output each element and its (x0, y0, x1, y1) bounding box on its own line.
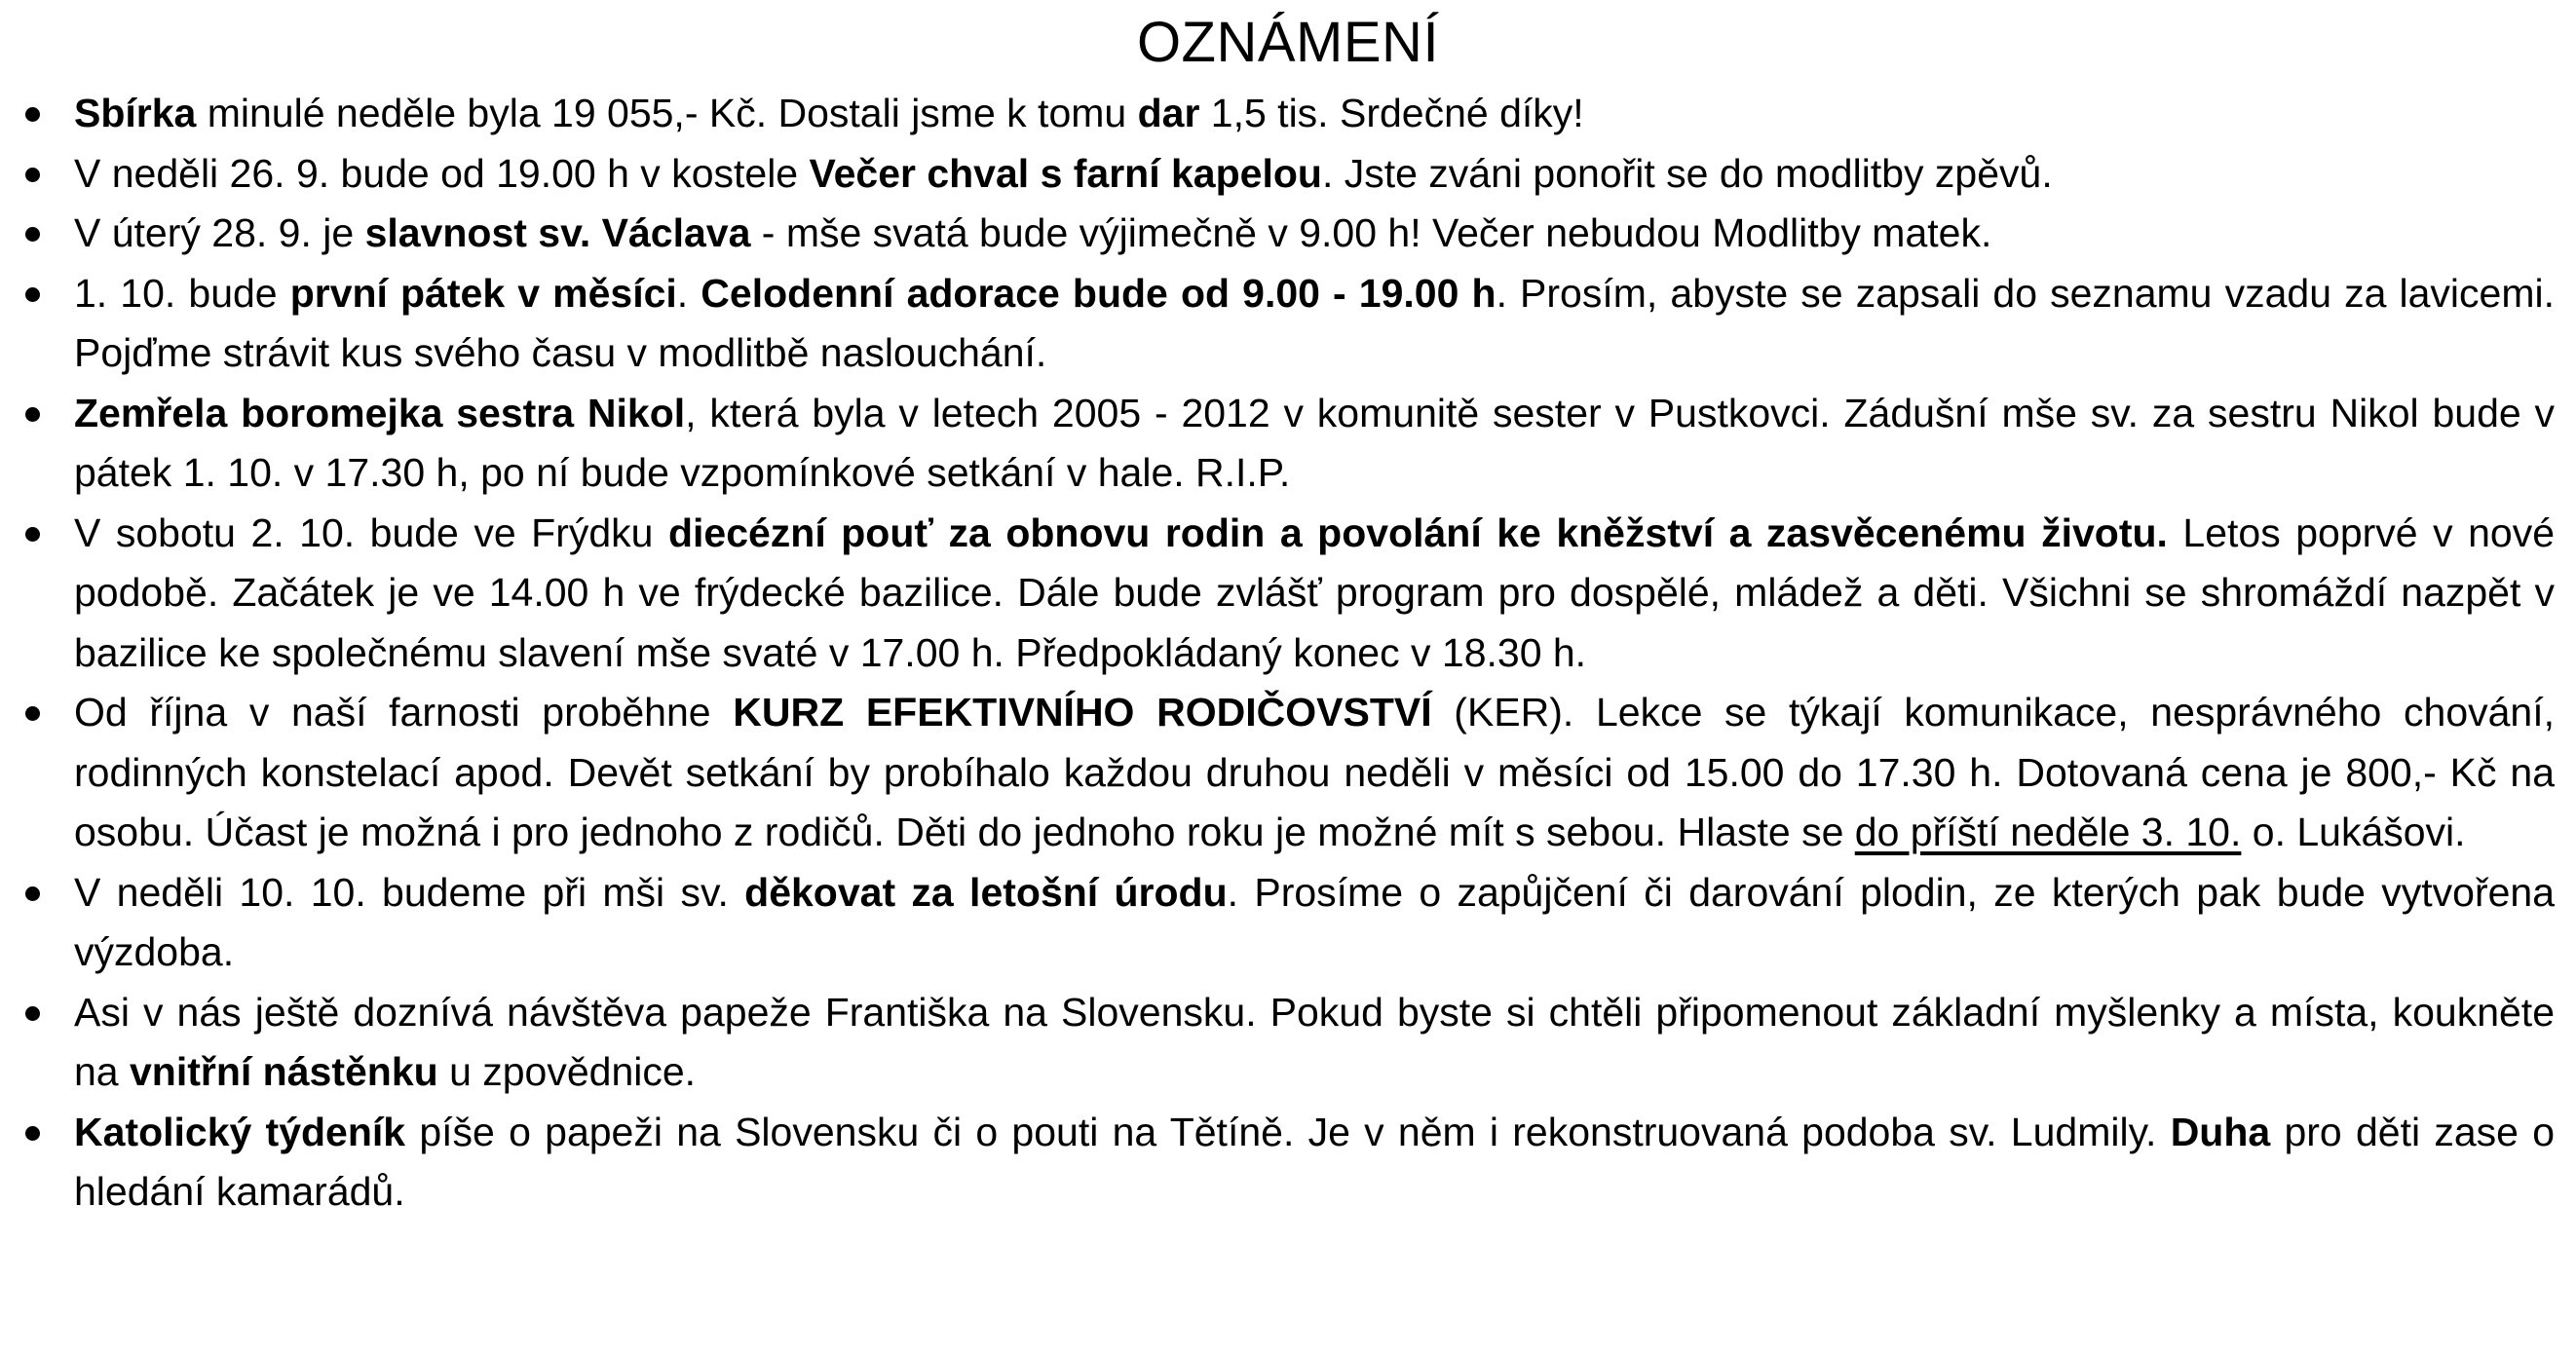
bullet-icon (25, 287, 40, 302)
announcement-item (21, 384, 2555, 504)
announcement-text: pro děti zase o hledání kamarádů. (74, 1109, 2555, 1214)
announcement-highlight: diecézní pouť za obnovu rodin a povolání ke kněžství a zasvěcenému životu. (667, 509, 2168, 555)
bullet-icon (25, 1006, 40, 1021)
announcement-item (21, 1103, 2555, 1223)
announcement-highlight: Duha (2170, 1109, 2271, 1154)
announcement-highlight: Celodenní adorace bude od 9.00 - 19.00 h (701, 270, 1496, 316)
announcement-text: V neděli 10. 10. budeme při mši sv. (74, 869, 745, 915)
announcement-highlight: Sbírka (74, 91, 197, 135)
announcement-text: V neděli 26. 9. bude od 19.00 h v kostele (74, 150, 810, 196)
announcement-deadline: do příští neděle 3. 10. (1854, 810, 2242, 854)
announcement-list (21, 84, 2555, 1223)
announcement-item (21, 144, 2555, 205)
announcement-highlight: KURZ EFEKTIVNÍHO RODIČOVSTVÍ (733, 690, 1432, 735)
announcement-text: . Prosíme o zapůjčení či darování plodin, ze kterých pak bude vytvořena výzdoba. (74, 869, 2555, 974)
bullet-icon (25, 407, 40, 422)
bullet-icon (25, 168, 40, 182)
announcement-text: V sobotu 2. 10. bude ve Frýdku (74, 509, 668, 555)
announcement-text: . Jste zváni ponořit se do modlitby zpěvů. (1321, 150, 2053, 196)
announcement-highlight: Večer chval s farní kapelou (809, 150, 1322, 196)
announcement-highlight: dar (1137, 91, 1200, 135)
bullet-icon (25, 227, 40, 242)
announcement-text: . Prosím, abyste se zapsali do seznamu vzadu za lavicemi. Pojďme strávit kus svého času v modlitbě naslouchání. (74, 270, 2555, 375)
announcement-item (21, 983, 2555, 1103)
announcement-text: u zpovědnice. (437, 1049, 697, 1094)
announcement-text: (KER). Lekce se týkají komunikace, nesprávného chování, rodinných konstelací apod. Devět setkání by probíhalo každou druhou neděli v měsíci od 15.00 do 17.30 h. Dotovaná cena je 800,- Kč na osobu. Účast je možná i pro jednoho z rodičů. Děti do jednoho roku je možné mít s sebou. Hlaste se (74, 690, 2556, 854)
announcement-text: , která byla v letech 2005 - 2012 v komunitě sester v Pustkovci. Zádušní mše sv. za sestru Nikol bude v pátek 1. 10. v 17.30 h, po ní bude vzpomínkové setkání v hale. R.I.P. (74, 390, 2555, 495)
announcement-item (21, 504, 2555, 684)
announcement-item (21, 264, 2555, 384)
announcement-text: . (676, 270, 701, 316)
announcement-highlight: vnitřní nástěnku (130, 1049, 438, 1094)
announcement-text: minulé neděle byla 19 055,- Kč. Dostali jsme k tomu (196, 91, 1138, 135)
announcement-highlight: děkovat za letošní úrodu (744, 869, 1228, 915)
announcement-highlight: Katolický týdeník (74, 1109, 406, 1154)
announcement-highlight: první pátek v měsíci (289, 270, 677, 316)
announcement-text: píše o papeži na Slovensku či o pouti na Tětíně. Je v něm i rekonstruovaná podoba sv. Ludmily. (405, 1109, 2171, 1154)
announcement-text: Letos poprvé v nové podobě. Začátek je ve 14.00 h ve frýdecké bazilice. Dále bude zvlášť program pro dospělé, mládež a děti. Všichni se shromáždí nazpět v bazilice ke společnému slavení mše svaté v 17.00 h. Předpokládaný konec v 18.30 h. (74, 509, 2555, 675)
announcement-highlight: slavnost sv. Václava (364, 210, 751, 255)
announcement-item (21, 683, 2555, 863)
announcement-text: Od října v naší farnosti proběhne (74, 690, 734, 735)
bullet-icon (25, 527, 40, 542)
announcement-text: V úterý 28. 9. je (74, 210, 365, 255)
announcement-item (21, 863, 2555, 983)
bullet-icon (25, 107, 40, 122)
page-title: OZNÁMENÍ (1136, 11, 1440, 74)
announcement-text: Asi v nás ještě doznívá návštěva papeže Františka na Slovensku. Pokud byste si chtěli připomenout základní myšlenky a místa, koukněte na (74, 989, 2555, 1094)
bullet-icon (25, 886, 40, 901)
announcement-highlight: Zemřela boromejka sestra Nikol (74, 390, 686, 435)
announcement-text: - mše svatá bude výjimečně v 9.00 h! Večer nebudou Modlitby matek. (750, 210, 1992, 255)
announcement-item (21, 204, 2555, 264)
bullet-icon (25, 706, 40, 721)
announcement-item (21, 84, 2555, 144)
announcement-text: 1,5 tis. Srdečné díky! (1199, 91, 1584, 135)
announcement-text: 1. 10. bude (74, 270, 290, 316)
bullet-icon (25, 1126, 40, 1141)
announcement-text: o. Lukášovi. (2241, 810, 2466, 854)
